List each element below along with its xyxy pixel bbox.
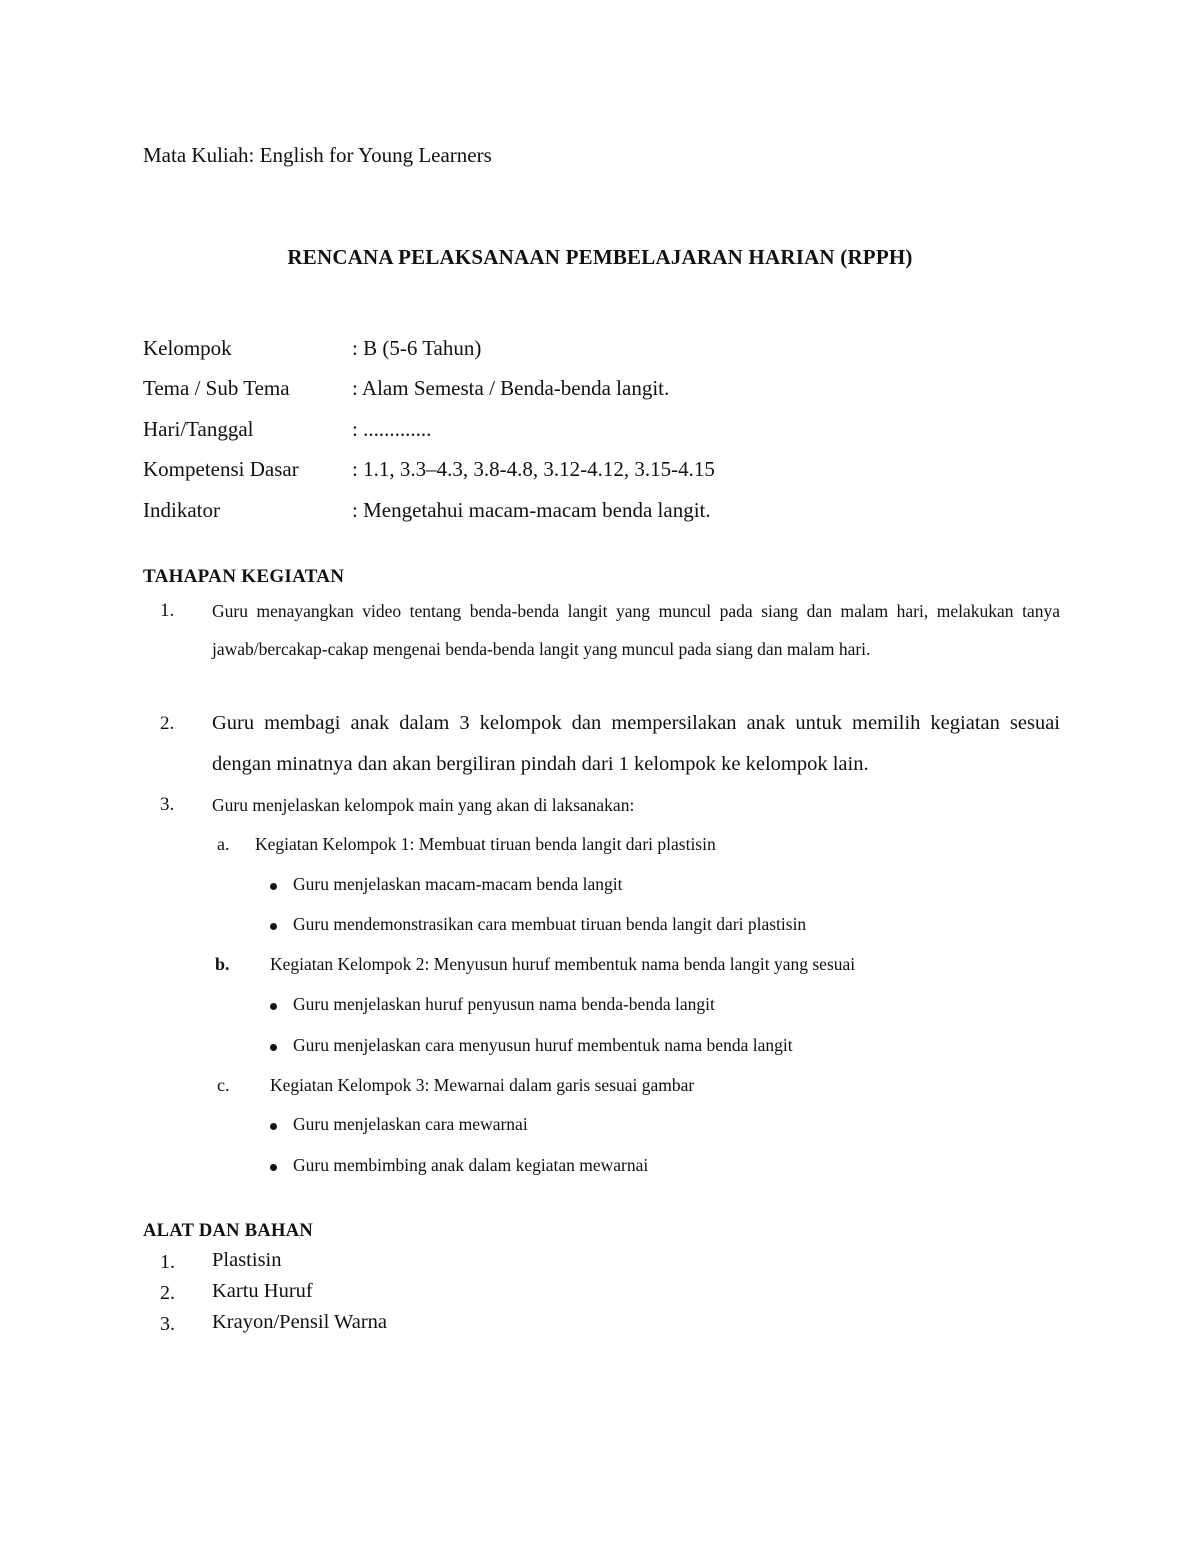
group-title: Kegiatan Kelompok 3: Mewarnai dalam garis sesuai gambar (270, 1075, 695, 1095)
bullet-icon (270, 923, 277, 930)
alat-number: 1. (160, 1251, 175, 1273)
bullet-text: Guru membimbing anak dalam kegiatan mewarnai (293, 1155, 649, 1175)
step-text: Guru membagi anak dalam 3 kelompok dan mempersilakan anak untuk memilih kegiatan sesuai dengan minatnya dan akan bergiliran pindah dari 1 kelompok ke kelompok lain. (212, 712, 1060, 775)
bullet-icon (270, 883, 277, 890)
alat-item: Kartu Huruf (212, 1280, 313, 1302)
section-heading-tahapan: TAHAPAN KEGIATAN (143, 566, 345, 587)
info-value-kompetensi: : 1.1, 3.3–4.3, 3.8-4.8, 3.12-4.12, 3.15-4.15 (352, 457, 715, 481)
group-title: Kegiatan Kelompok 2: Menyusun huruf membentuk nama benda langit yang sesuai (270, 954, 856, 974)
bullet-icon (270, 1044, 277, 1051)
section-heading-alat: ALAT DAN BAHAN (143, 1221, 314, 1241)
group-title: Kegiatan Kelompok 1: Membuat tiruan benda langit dari plastisin (255, 834, 716, 854)
step-number: 2. (160, 713, 175, 734)
info-label-kelompok: Kelompok (143, 336, 232, 360)
info-value-hari: : ............. (352, 417, 432, 441)
info-value-tema: : Alam Semesta / Benda-benda langit. (352, 376, 670, 400)
step-text: Guru menjelaskan kelompok main yang akan di laksanakan: (212, 795, 635, 815)
alat-number: 3. (160, 1313, 175, 1335)
alat-item: Plastisin (212, 1249, 282, 1271)
info-label-tema: Tema / Sub Tema (143, 376, 290, 400)
info-value-kelompok: : B (5-6 Tahun) (352, 336, 482, 360)
alat-number: 2. (160, 1282, 175, 1304)
document-title: RENCANA PELAKSANAAN PEMBELAJARAN HARIAN (RPPH) (287, 245, 913, 269)
info-label-hari: Hari/Tanggal (143, 417, 254, 441)
bullet-text: Guru menjelaskan cara menyusun huruf membentuk nama benda langit (293, 1035, 793, 1055)
step-number: 1. (160, 600, 175, 621)
bullet-icon (270, 1123, 277, 1130)
info-value-indikator: : Mengetahui macam-macam benda langit. (352, 498, 711, 522)
info-label-indikator: Indikator (143, 498, 220, 522)
group-letter: b. (215, 954, 230, 974)
step-text: Guru menayangkan video tentang benda-benda langit yang muncul pada siang dan malam hari, melakukan tanya jawab/bercakap-cakap mengenai benda-benda langit yang muncul pada siang dan malam hari. (212, 601, 1060, 659)
group-letter: c. (217, 1075, 230, 1095)
step-number: 3. (160, 794, 175, 815)
alat-item: Krayon/Pensil Warna (212, 1311, 388, 1333)
bullet-text: Guru menjelaskan cara mewarnai (293, 1114, 528, 1134)
bullet-text: Guru menjelaskan macam-macam benda langit (293, 874, 623, 894)
bullet-text: Guru menjelaskan huruf penyusun nama benda-benda langit (293, 994, 715, 1014)
bullet-text: Guru mendemonstrasikan cara membuat tiruan benda langit dari plastisin (293, 914, 807, 934)
bullet-icon (270, 1164, 277, 1171)
info-label-kompetensi: Kompetensi Dasar (143, 457, 299, 481)
course-line: Mata Kuliah: English for Young Learners (143, 143, 492, 167)
group-letter: a. (217, 834, 230, 854)
bullet-icon (270, 1003, 277, 1010)
